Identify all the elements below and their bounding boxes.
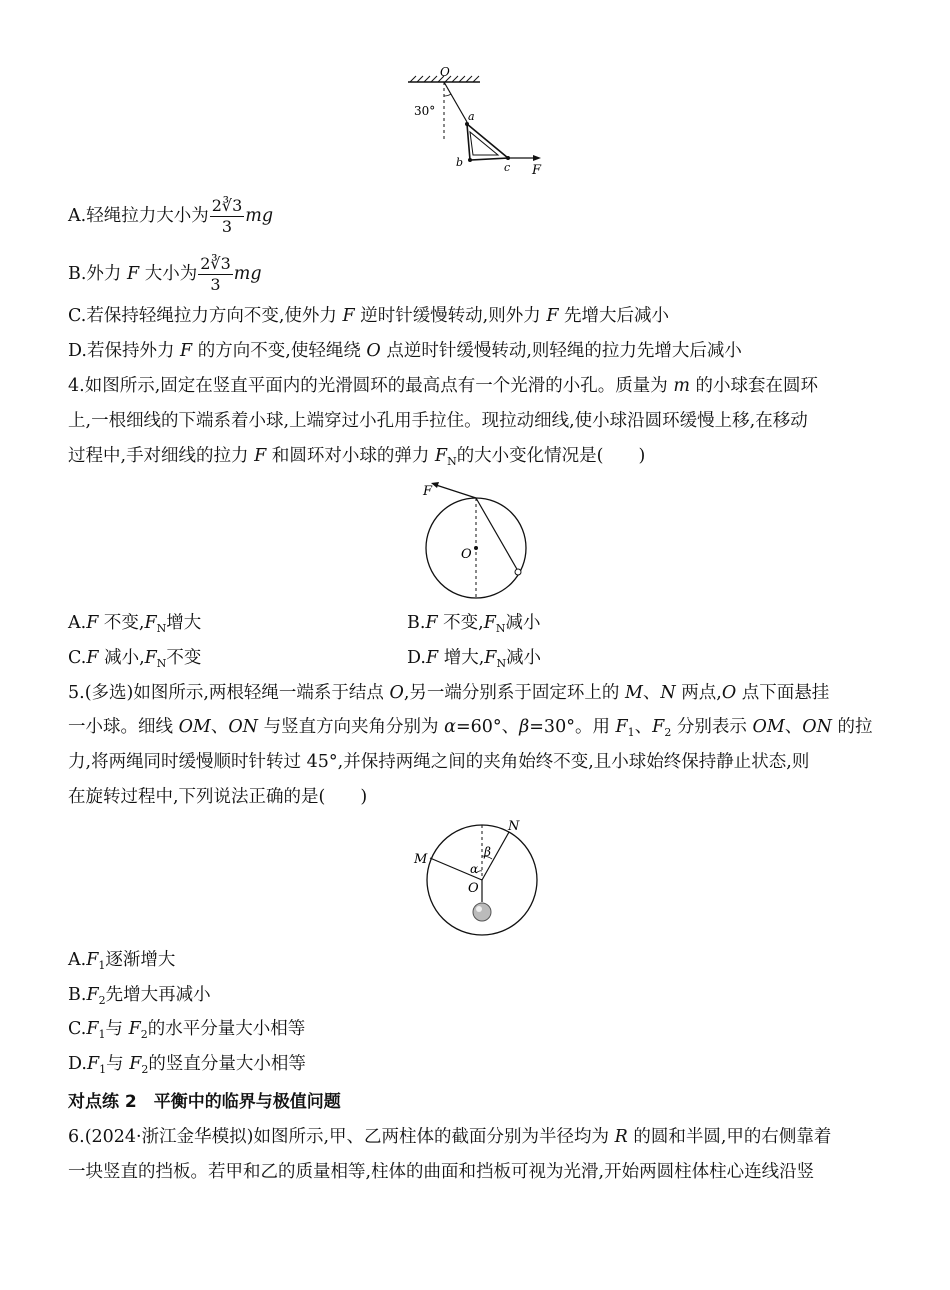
- q6-stem-line-1: 6.(2024·浙江金华模拟)如图所示,甲、乙两柱体的截面分别为半径均为 R 的圆和半圆,甲的右侧靠着: [68, 1127, 832, 1147]
- q5-option-c: $C.F_1$与 $F_2$的水平分量大小相等: [68, 1019, 306, 1041]
- fig1-label-angle: 30°: [414, 104, 436, 118]
- fig3-label-O: O: [468, 881, 479, 896]
- fraction: $\frac{2∛3}{3}$: [200, 254, 231, 294]
- q4-option-c: C.F 减小$,F_N$不变: [68, 648, 202, 670]
- fig2-label-F: F: [423, 484, 433, 499]
- q5-stem-line-2: 一小球。细线 OM、ON 与竖直方向夹角分别为 α=60°、β=30°。用 $F_1$、$F_2$ 分别表示 OM、ON 的拉: [68, 717, 873, 739]
- fig1-label-b: b: [456, 156, 464, 169]
- q4-option-b: B.F 不变$,F_N$减小: [407, 613, 541, 635]
- section-heading: 对点练 2 平衡中的临界与极值问题: [68, 1092, 341, 1112]
- q5-option-b: $B.F_2$先增大再减小: [68, 985, 211, 1007]
- figure-ring-two-ropes: [410, 816, 550, 938]
- fig3-label-N: N: [508, 819, 520, 834]
- fig1-label-O: O: [440, 65, 450, 79]
- figure-ring-hole: [415, 478, 535, 602]
- q5-stem-line-3: 力,将两绳同时缓慢顺时针转过 45°,并保持两绳之间的夹角始终不变,且小球始终保持静止状态,则: [68, 752, 810, 772]
- q5-stem-line-1: 5.(多选)如图所示,两根轻绳一端系于结点 O,另一端分别系于固定环上的 M、N 两点,O 点下面悬挂: [68, 683, 830, 703]
- q4-stem-line-2: 上,一根细线的下端系着小球,上端穿过小孔用手拉住。现拉动细线,使小球沿圆环缓慢上移,在移动: [68, 411, 808, 431]
- fig1-label-c: c: [504, 161, 511, 174]
- q4-stem-line-3: 过程中,手对细线的拉力 F 和圆环对小球的弹力 $F_N$的大小变化情况是( ): [68, 446, 646, 468]
- q3-option-c: C.若保持轻绳拉力方向不变,使外力 F 逆时针缓慢转动,则外力 F 先增大后减小: [68, 306, 670, 326]
- q5-stem-line-4: 在旋转过程中,下列说法正确的是( ): [68, 787, 368, 807]
- q6-stem-line-2: 一块竖直的挡板。若甲和乙的质量相等,柱体的曲面和挡板可视为光滑,开始两圆柱体柱心连线沿竖: [68, 1162, 815, 1182]
- q5-option-a: $A.F_1$逐渐增大: [68, 950, 176, 972]
- fig1-label-F: F: [532, 163, 542, 178]
- fraction: $\frac{2∛3}{3}$: [211, 196, 243, 236]
- q3-option-a: A.轻绳拉力大小为 $\frac{2∛3}{3}$ mg: [68, 196, 274, 236]
- q3-option-b: B.外力 F 大小为 $\frac{2∛3}{3}$ mg: [68, 254, 262, 294]
- fig3-label-M: M: [414, 852, 428, 867]
- figure-triangle-rope: [400, 64, 550, 178]
- q4-option-a: A.F 不变$,F_N$增大: [68, 613, 202, 635]
- q3-option-d: D.若保持外力 F 的方向不变,使轻绳绕 O 点逆时针缓慢转动,则轻绳的拉力先增大后减小: [68, 341, 742, 361]
- fig1-label-a: a: [468, 110, 475, 123]
- q5-option-d: $D.F_1$与 $F_2$的竖直分量大小相等: [68, 1054, 306, 1076]
- q4-option-d: D.F 增大$,F_N$减小: [407, 648, 542, 670]
- fig3-label-alpha: α: [470, 862, 479, 876]
- fig2-label-O: O: [461, 547, 472, 562]
- fig3-label-beta: β: [484, 845, 491, 859]
- q4-stem-line-1: 4.如图所示,固定在竖直平面内的光滑圆环的最高点有一个光滑的小孔。质量为 m 的小球套在圆环: [68, 376, 818, 396]
